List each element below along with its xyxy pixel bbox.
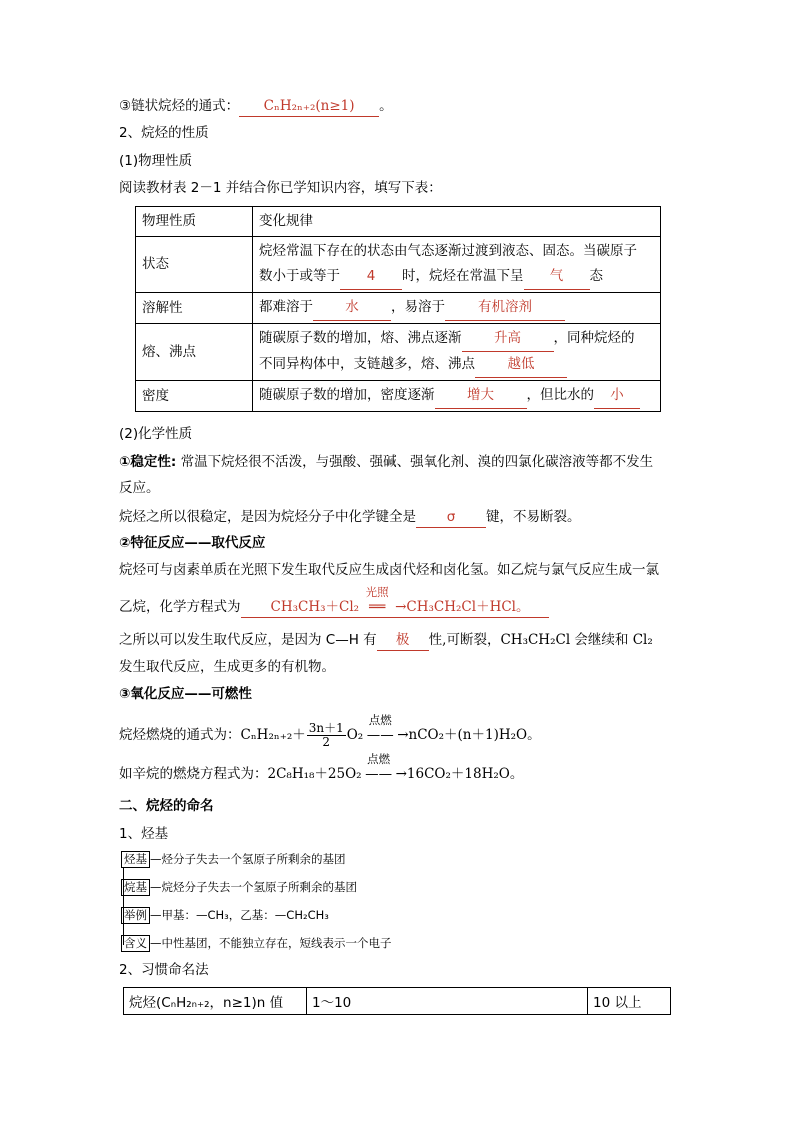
physical-properties-table: [135, 206, 661, 412]
table-header-row: [136, 207, 661, 237]
reaction-arrow: 点燃 ——: [365, 752, 393, 782]
substitution-line-4: 发生取代反应，生成更多的有机物。: [119, 659, 335, 675]
row-content-state: 烷烃常温下存在的状态由气态逐渐过渡到液态、固态。当碳原子 数小于或等于 4 时，烷烃在常温下呈 气 态: [253, 237, 661, 293]
row-content-density: 随碳原子数的增加，密度逐渐 增大 ，但比水的 小: [253, 381, 661, 412]
answer-water: 水: [313, 295, 391, 321]
answer-smaller: 小: [594, 383, 640, 409]
stability-line-1: ①稳定性: 常温下烷烃很不活泼，与强酸、强碱、强氧化剂、溴的四氯化碳溶液等都不发生: [119, 454, 654, 470]
section-2-title: 2、烷烃的性质: [119, 125, 209, 141]
octane-combustion-equation: 如辛烷的燃烧方程式为：2C₈H₁₈＋25O₂ 点燃 —— →16CO₂＋18H₂O。: [119, 752, 524, 782]
reaction-arrow: 点燃 ——: [366, 713, 394, 743]
row-content-solubility: 都难溶于 水 ，易溶于 有机溶剂: [253, 293, 661, 324]
row-label-density: 密度: [136, 381, 253, 412]
answer-increase: 增大: [435, 383, 527, 409]
answer-substitution-equation: CH₃CH₃＋Cl₂ 光照 ══ →CH₃CH₂Cl＋HCl。: [241, 597, 549, 618]
common-naming-title: 2、习惯命名法: [119, 962, 209, 978]
general-formula-line: ③链状烷烃的通式： CₙH₂ₙ₊₂(n≥1) 。: [119, 96, 393, 117]
answer-general-formula: CₙH₂ₙ₊₂(n≥1): [239, 96, 379, 117]
answer-gas: 气: [524, 264, 590, 290]
physical-properties-title: (1)物理性质: [119, 153, 193, 169]
table-row: [136, 324, 661, 381]
answer-polar: 极: [377, 630, 429, 651]
table-row: [136, 381, 661, 412]
answer-lower: 越低: [475, 352, 567, 378]
hydrocarbyl-title: 1、烃基: [119, 826, 169, 842]
table-row: [136, 237, 661, 293]
answer-carbon-count: 4: [340, 264, 402, 290]
substitution-equation-line: 乙烷，化学方程式为 CH₃CH₃＋Cl₂ 光照 ══ →CH₃CH₂Cl＋HCl。: [119, 597, 549, 618]
substitution-line-1: 烷烃可与卤素单质在光照下发生取代反应生成卤代烃和卤化氢。如乙烷与氯气反应生成一氯: [119, 562, 659, 578]
tree-node: 烷基 —烷烃分子失去一个氢原子所剩余的基团: [121, 879, 357, 896]
answer-sigma: σ: [416, 507, 486, 528]
reaction-arrow: 光照 ══: [365, 585, 389, 615]
row-label-solubility: 溶解性: [136, 293, 253, 324]
stability-reason: 烷烃之所以很稳定，是因为烷烃分子中化学键全是 σ 键，不易断裂。: [119, 507, 581, 528]
chemical-properties-title: (2)化学性质: [119, 426, 193, 442]
table-row: [136, 293, 661, 324]
tree-node: 举例 —甲基：—CH₃，乙基：—CH₂CH₃: [121, 907, 329, 924]
header-property: 物理性质: [136, 207, 253, 237]
common-naming-table: [123, 987, 671, 1015]
stability-line-2: 反应。: [119, 480, 160, 496]
table-row: [124, 988, 671, 1015]
tree-node: 烃基 —烃分子失去一个氢原子所剩余的基团: [121, 851, 346, 868]
naming-col-formula: 烷烃(CₙH₂ₙ₊₂，n≥1)n 值: [124, 988, 307, 1015]
physical-instruction: 阅读教材表 2－1 并结合你已学知识内容，填写下表：: [119, 180, 442, 196]
answer-organic-solvent: 有机溶剂: [445, 295, 565, 321]
row-label-state: 状态: [136, 237, 253, 293]
substitution-line-3: 之所以可以发生取代反应，是因为 C—H 有 极 性,可断裂，CH₃CH₂Cl 会继续和 Cl₂: [119, 630, 653, 651]
combustion-general-equation: 烷烃燃烧的通式为：CₙH₂ₙ₊₂＋ $\frac{3n+1}{2}$ O₂ 点燃 —— →nCO₂＋(n＋1)H₂O。: [119, 713, 541, 749]
answer-rise: 升高: [462, 326, 554, 352]
naming-col-above-10: 10 以上: [588, 988, 671, 1015]
row-label-melting: 熔、沸点: [136, 324, 253, 381]
tree-node: 含义 —中性基团，不能独立存在，短线表示一个电子: [121, 935, 392, 952]
substitution-title: ②特征反应——取代反应: [119, 535, 266, 551]
naming-col-1-10: 1～10: [307, 988, 588, 1015]
row-content-melting: 随碳原子数的增加，熔、沸点逐渐 升高 ，同种烷烃的 不同异构体中，支链越多，熔、沸点 越低: [253, 324, 661, 381]
oxidation-title: ③氧化反应——可燃性: [119, 686, 252, 702]
section-naming-title: 二、烷烃的命名: [119, 798, 214, 814]
header-rule: 变化规律: [253, 207, 661, 237]
coefficient-fraction: $\frac{3n+1}{2}$: [308, 720, 344, 749]
